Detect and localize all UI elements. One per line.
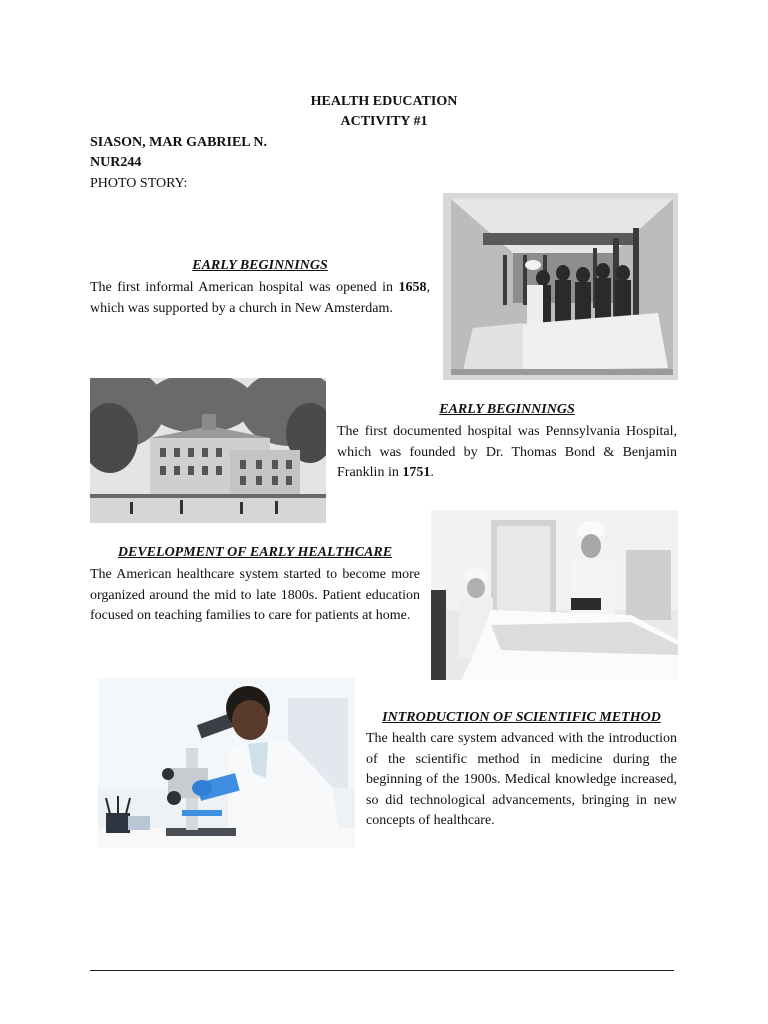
section-2-text [337,422,677,484]
section-1-text [90,278,430,319]
document-title: HEALTH EDUCATION [310,94,458,109]
section-2-text-part: . [430,465,434,481]
section-3-text: The American healthcare system started to become more organized around the mid to late 1800s. Patient education focused on teaching families to care for patients at home. [90,567,420,624]
photo-story-label: PHOTO STORY: [90,176,188,191]
scientist-microscope-photo [98,678,355,848]
early-hospital-ward-photo [443,193,678,380]
section-1-year: 1658 [398,280,427,295]
section-4-text: The health care system advanced with the introduction of the scientific method in medicine during the beginning of the 1900s. Medical knowledge increased, so did technological advancements, bringing in new concepts of healthcare. [366,731,677,829]
footer-rule [90,970,674,971]
section-2-text-part: The first documented hospital was Pennsylvania Hospital, which was founded by Dr. Thomas Bond & Benjamin Franklin in [337,424,677,481]
document-subtitle: ACTIVITY #1 [340,114,428,129]
author-name: SIASON, MAR GABRIEL N. [90,135,267,150]
section-2-year: 1751 [402,465,431,481]
section-1-text-part: The first informal American hospital was opened in [90,280,399,295]
section-2-heading: EARLY BEGINNINGS [439,402,575,417]
course-code: NUR244 [90,155,142,170]
early-surgery-photo [431,510,678,680]
section-1-text-part: , which was supported by a church in New Amsterdam. [90,280,430,316]
section-1-heading: EARLY BEGINNINGS [192,258,328,273]
section-3-heading: DEVELOPMENT OF EARLY HEALTHCARE [117,545,393,560]
section-4-heading: INTRODUCTION OF SCIENTIFIC METHOD [382,710,661,725]
pennsylvania-hospital-engraving [90,378,326,523]
